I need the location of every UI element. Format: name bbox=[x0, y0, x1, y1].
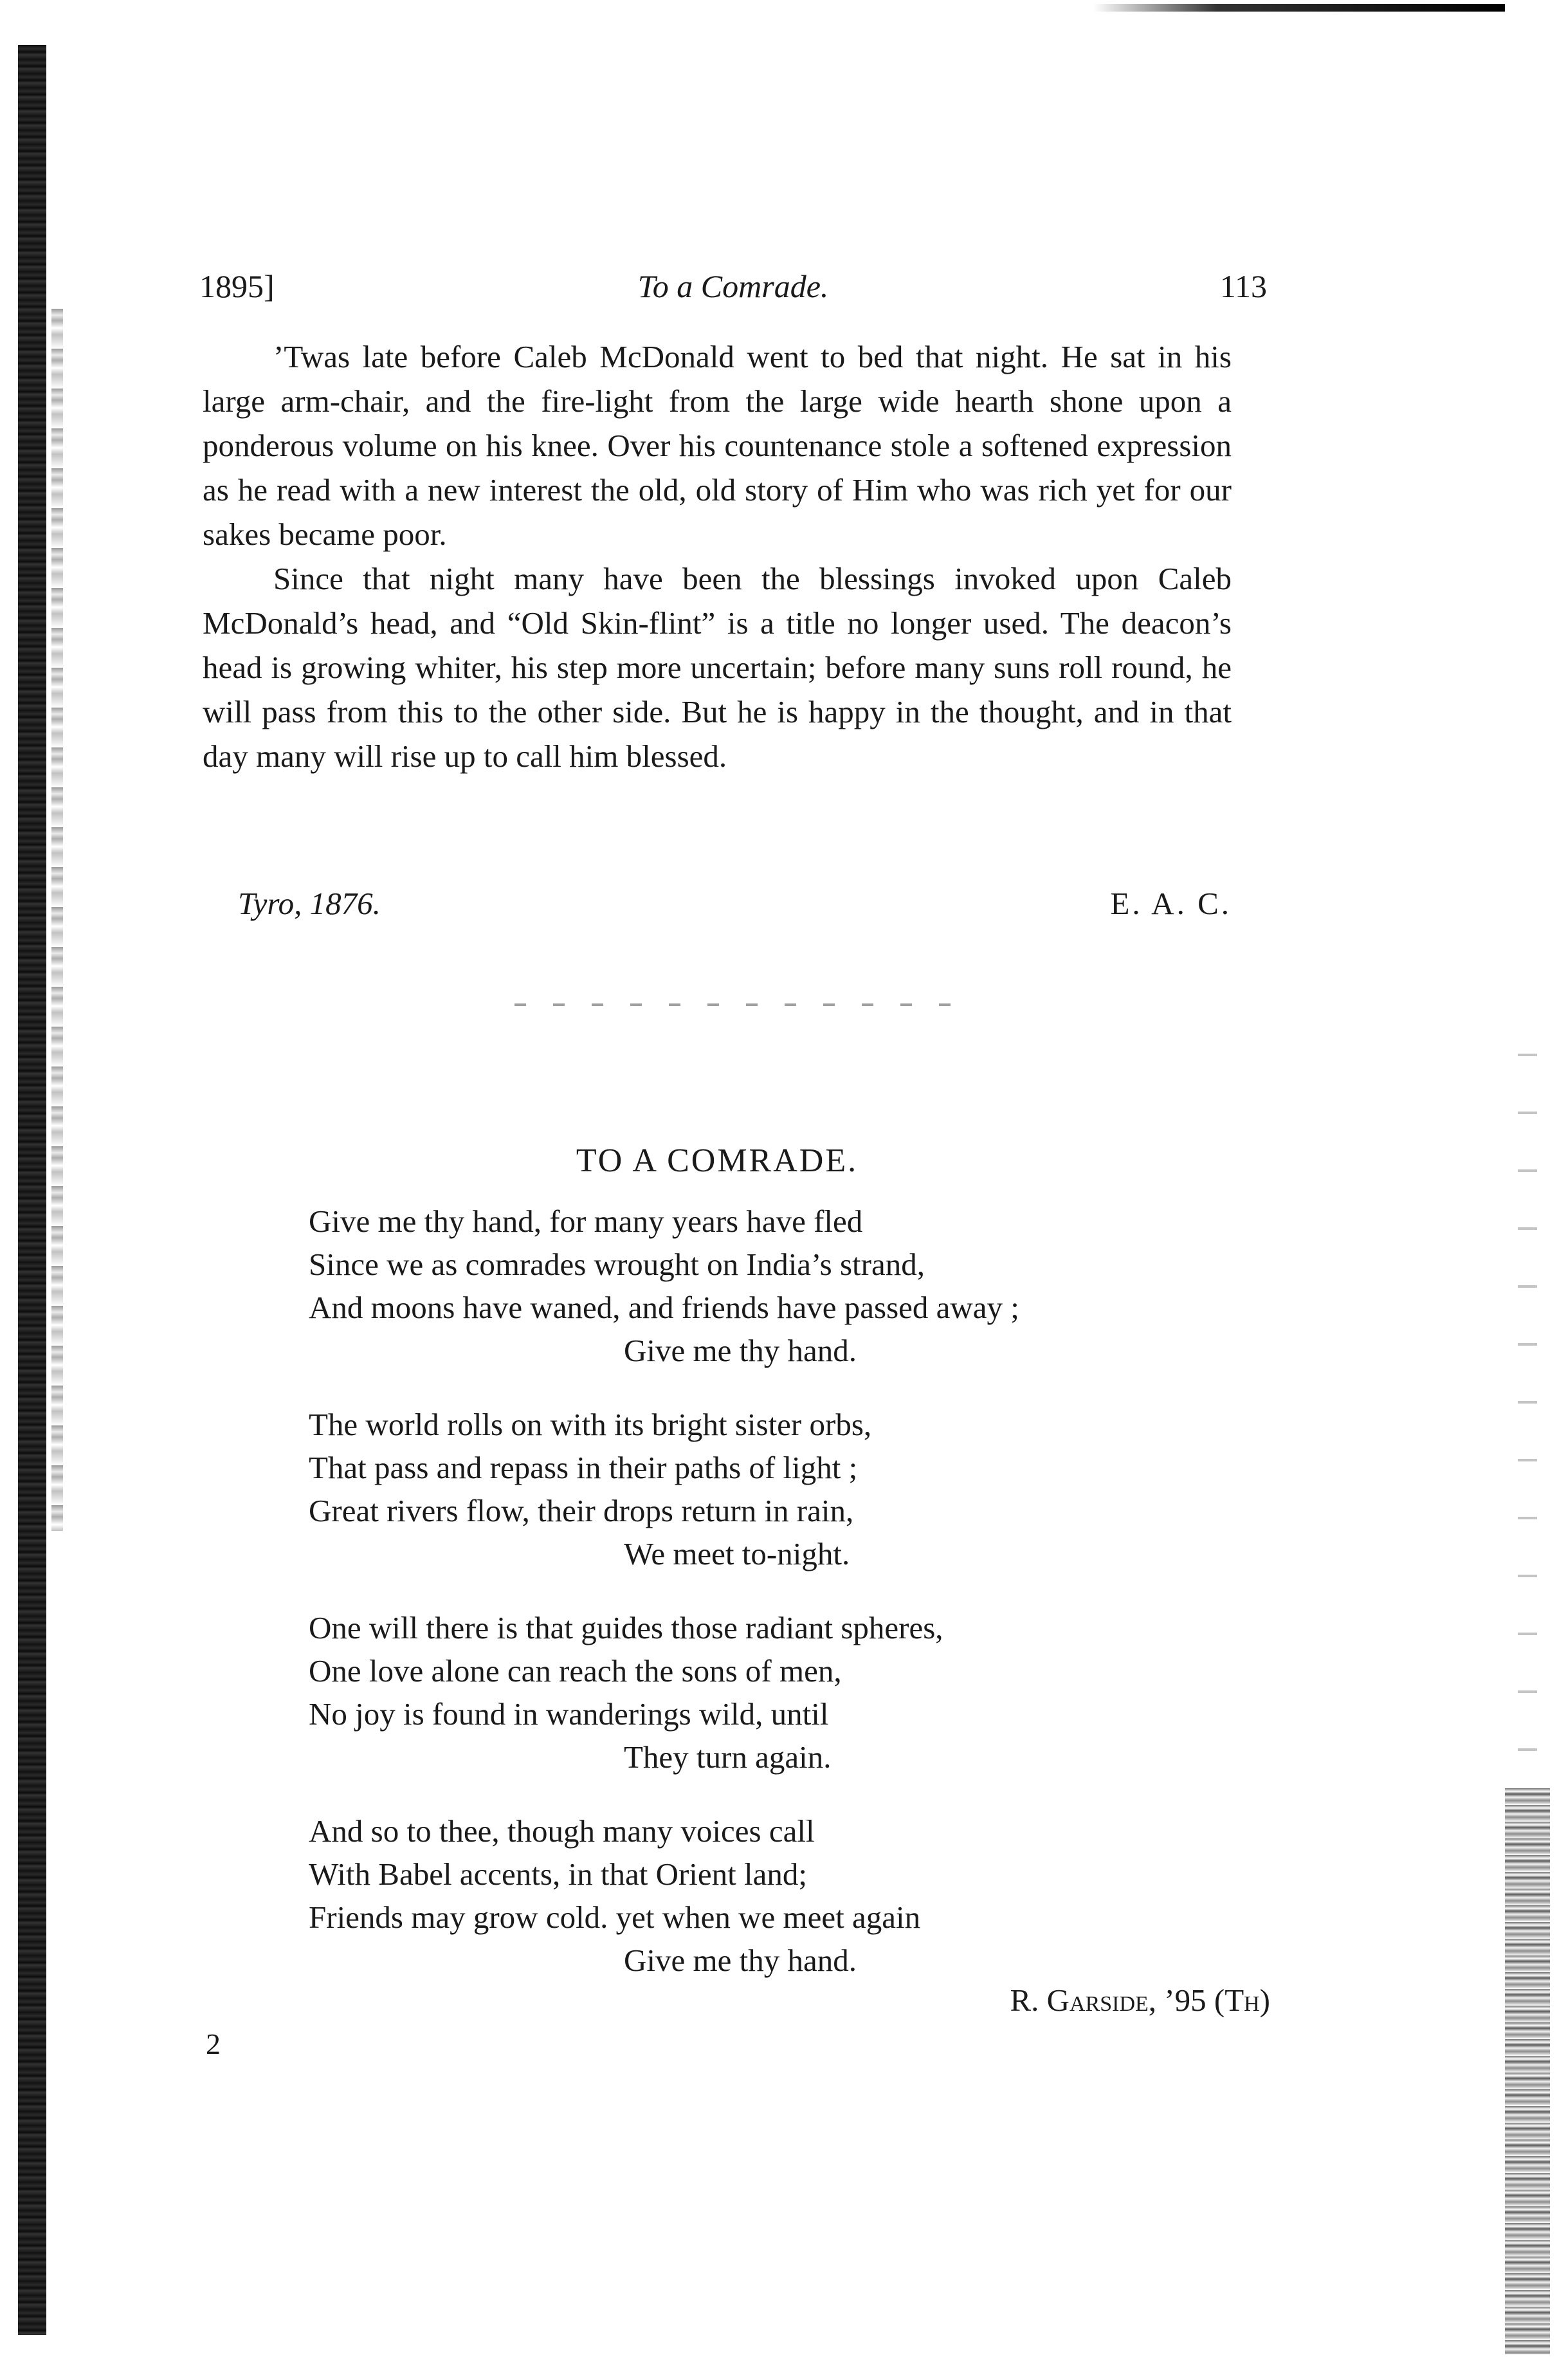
poem-line: And so to thee, though many voices call bbox=[309, 1813, 815, 1849]
header-title: To a Comrade. bbox=[637, 268, 829, 304]
top-scan-rule bbox=[1093, 4, 1505, 12]
poem-line: One love alone can reach the sons of men, bbox=[309, 1653, 842, 1689]
poem-line: The world rolls on with its bright sister orbs, bbox=[309, 1407, 872, 1442]
story-text bbox=[203, 334, 1232, 778]
poem-refrain: Give me thy hand. bbox=[624, 1943, 857, 1978]
right-page-edge bbox=[1505, 1788, 1550, 2354]
running-header bbox=[199, 264, 1267, 309]
story-signoff bbox=[238, 881, 1232, 926]
poem-line: Give me thy hand, for many years have fled bbox=[309, 1204, 863, 1239]
printer-signature-mark: 2 bbox=[206, 2028, 221, 2060]
page-number: 113 bbox=[1219, 268, 1267, 304]
poem-title: TO A COMRADE. bbox=[576, 1142, 859, 1179]
right-margin-specks bbox=[1518, 1029, 1537, 1769]
section-separator bbox=[514, 1003, 952, 1006]
poem-line: And moons have waned, and friends have passed away ; bbox=[309, 1290, 1019, 1325]
poem-line: Since we as comrades wrought on India’s strand, bbox=[309, 1247, 925, 1282]
header-year: 1895] bbox=[199, 268, 275, 304]
poem-body bbox=[309, 1200, 1273, 2013]
poem-stanza bbox=[309, 1403, 1273, 1575]
story-paragraph: ’Twas late before Caleb McDonald went to bed that night. He sat in his large arm-chair, and the fire-light from the large wide hearth shone upon a ponderous volume on his knee. Over his countenance stole a softened expression as he read with a new interest the old, old story of Him who was rich yet for our sakes became poor. bbox=[203, 339, 1232, 552]
poem-line: No joy is found in wanderings wild, until bbox=[309, 1696, 829, 1732]
binding-shadow bbox=[51, 309, 63, 1531]
poem-refrain: They turn again. bbox=[624, 1739, 832, 1775]
story-paragraph: Since that night many have been the blessings invoked upon Caleb McDonald’s head, and “Old Skin-flint” is a title no longer used. The deacon’s head is growing whiter, his step more uncertain; before many suns roll round, he will pass from this to the other side. But he is happy in the thought, and in that day many will rise up to call him blessed. bbox=[203, 561, 1232, 774]
poem-line: That pass and repass in their paths of light ; bbox=[309, 1450, 858, 1485]
poem-line: One will there is that guides those radiant spheres, bbox=[309, 1610, 943, 1645]
poem-stanza bbox=[309, 1200, 1273, 1372]
poem-refrain: We meet to-night. bbox=[624, 1536, 850, 1571]
poem-line: Friends may grow cold. yet when we meet again bbox=[309, 1899, 921, 1935]
poem-stanza bbox=[309, 1606, 1273, 1779]
poem-line: With Babel accents, in that Orient land; bbox=[309, 1856, 807, 1892]
poem-line: Great rivers flow, their drops return in rain, bbox=[309, 1493, 854, 1528]
poem-stanza bbox=[309, 1809, 1273, 1982]
book-binding-edge bbox=[18, 45, 46, 2335]
story-author-initials: E. A. C. bbox=[1110, 886, 1232, 921]
poem-author: R. Garside, ’95 (Th) bbox=[1010, 1982, 1270, 2018]
poem-refrain: Give me thy hand. bbox=[624, 1333, 857, 1368]
story-place-date: Tyro, 1876. bbox=[238, 886, 381, 921]
